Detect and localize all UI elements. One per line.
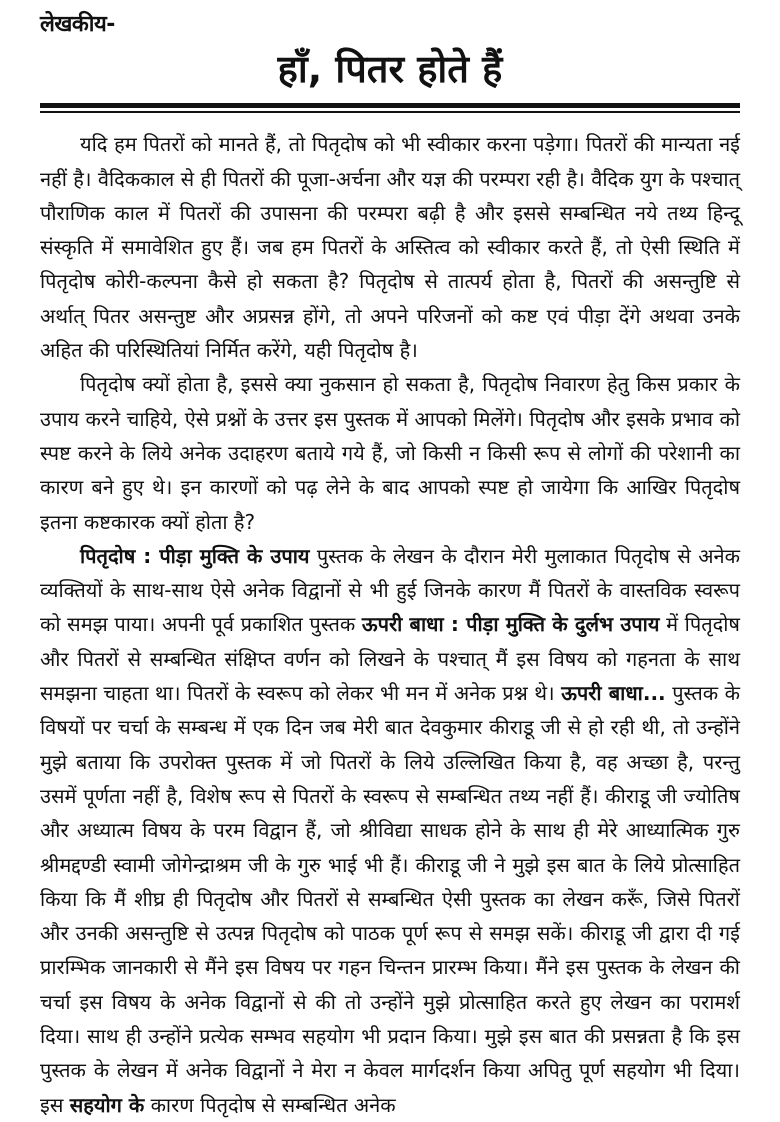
paragraph-3-text-1: पुस्तक के लेखन के दौरान मेरी मुलाकात पितृदोष से अनेक व्यक्तियों के साथ-साथ ऐसे अनेक विद्वानों से भी हुई जिनके कारण मैं पितरों के वास्तविक स्वरूप को समझ पाया। अपनी पूर्व प्रकाशित पुस्तक bbox=[40, 543, 740, 637]
body-text bbox=[40, 127, 740, 1122]
paragraph-3-text-2: में पितृदोष और पितरों से सम्बन्धित संक्षिप्त वर्णन को लिखने के पश्चात् मैं इस विषय को गहनता के साथ समझना चाहता था। पितरों के स्वरूप को लेकर भी मन में अनेक प्रश्न थे। bbox=[40, 612, 740, 706]
divider-thick-line bbox=[40, 103, 740, 108]
page-title: हाँ, पितर होते हैं bbox=[277, 47, 503, 91]
section-label: लेखकीय- bbox=[40, 12, 115, 37]
book-title-upari-badha: ऊपरी बाधा : पीड़ा मुक्ति के दुर्लभ उपाय bbox=[361, 612, 660, 637]
paragraph-1: यदि हम पितरों को मानते हैं, तो पितृदोष को भी स्वीकार करना पड़ेगा। पितरों की मान्यता नई नहीं है। वैदिककाल से ही पितरों की पूजा-अर्चना और यज्ञ की परम्परा रही है। वैदिक युग के पश्चात् पौराणिक काल में पितरों की उपासना की परम्परा बढ़ी है और इससे सम्बन्धित नये तथ्य हिन्दू संस्कृति में समावेशित हुए हैं। जब हम पितरों के अस्तित्व को स्वीकार करते हैं, तो ऐसी स्थिति में पितृदोष कोरी-कल्पना कैसे हो सकता है? पितृदोष से तात्पर्य होता है, पितरों की असन्तुष्टि से अर्थात् पितर असन्तुष्ट और अप्रसन्न होंगे, तो अपने परिजनों को कष्ट एवं पीड़ा देंगे अथवा उनके अहित की परिस्थितियां निर्मित करेंगे, यही पितृदोष है। bbox=[40, 132, 740, 363]
paragraph-3 bbox=[40, 539, 740, 1122]
paragraph-3-text-3: पुस्तक के विषयों पर चर्चा के सम्बन्ध में एक दिन जब मेरी बात देवकुमार कीराडू जी से हो रही थी, तो उन्होंने मुझे बताया कि उपरोक्त पुस्तक में जो पितरों के लिये उल्लिखित किया है, वह अच्छा है, परन्तु उसमें पूर्णता नहीं है, विशेष रूप से पितरों के स्वरूप से सम्बन्धित तथ्य नहीं हैं। कीराडू जी ज्योतिष और अध्यात्म विषय के परम विद्वान हैं, जो श्रीविद्या साधक होने के साथ ही मेरे आध्यात्मिक गुरु श्रीमद्दण्डी स्वामी जोगेन्द्राश्रम जी के गुरु भाई भी हैं। कीराडू जी ने मुझे इस बात के लिये प्रोत्साहित किया कि मैं शीघ्र ही पितृदोष और पितरों से सम्बन्धित ऐसी पुस्तक का लेखन करूँ, जिसे पितरों और उनकी असन्तुष्टि से उत्पन्न पितृदोष को पाठक पूर्ण रूप से समझ सकें। कीराडू जी द्वारा दी गई प्रारम्भिक जानकारी से मैंने इस विषय पर गहन चिन्तन प्रारम्भ किया। मैंने इस पुस्तक के लेखन की चर्चा इस विषय के अनेक विद्वानों से की तो उन्होंने मुझे प्रोत्साहित करते हुए लेखन का परामर्श दिया। साथ ही उन्होंने प्रत्येक सम्भव सहयोग भी प्रदान किया। मुझे इस बात की प्रसन्नता है कि इस पुस्तक के लेखन में अनेक विद्वानों ने मेरा न केवल मार्गदर्शन किया अपितु पूर्ण सहयोग भी दिया। इस bbox=[40, 681, 740, 1117]
title-divider bbox=[40, 103, 740, 113]
paragraph-2: पितृदोष क्यों होता है, इससे क्या नुकसान हो सकता है, पितृदोष निवारण हेतु किस प्रकार के उपाय करने चाहिये, ऐसे प्रश्नों के उत्तर इस पुस्तक में आपको मिलेंगे। पितृदोष और इसके प्रभाव को स्पष्ट करने के लिये अनेक उदाहरण बताये गये हैं, जो किसी न किसी रूप से लोगों की परेशानी का कारण बने हुए थे। इन कारणों को पढ़ लेने के बाद आपको स्पष्ट हो जायेगा कि आखिर पितृदोष इतना कष्टकारक क्यों होता है? bbox=[40, 372, 740, 534]
book-title-pitridosh: पितृदोष : पीड़ा मुक्ति के उपाय bbox=[80, 543, 310, 568]
paragraph-3-text-4: कारण पितृदोष से सम्बन्धित अनेक bbox=[144, 1092, 396, 1117]
divider-thin-line bbox=[40, 111, 740, 113]
book-title-upari-badha-short: ऊपरी बाधा... bbox=[561, 681, 666, 706]
bold-phrase-sahayog: सहयोग के bbox=[69, 1092, 145, 1117]
